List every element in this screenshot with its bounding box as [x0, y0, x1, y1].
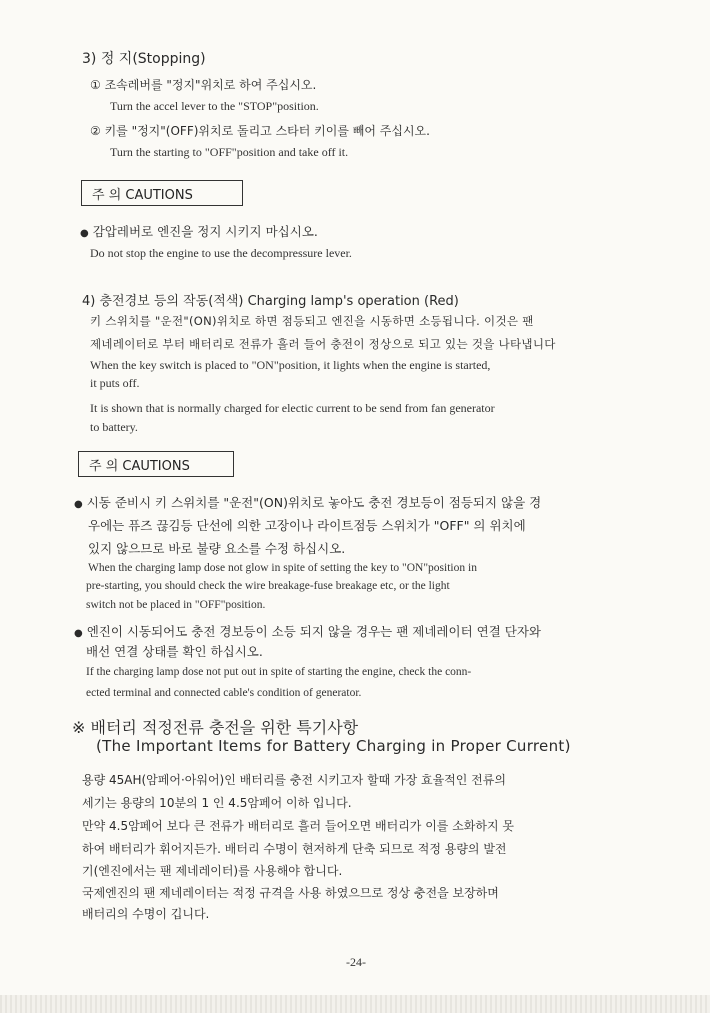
caution2-b1-en1: When the charging lamp dose not glow in spite of setting the key to "ON"position in: [88, 562, 477, 574]
battery-p7: 배터리의 수명이 깁니다.: [82, 907, 210, 921]
charging-en-line4: to battery.: [90, 420, 138, 434]
caution2-b1-en2: pre-starting, you should check the wire breakage-fuse breakage etc, or the light: [86, 580, 450, 592]
caution-box-1: [81, 180, 243, 206]
caution1-bullet-ko: [80, 222, 318, 240]
caution2-b1-en3: switch not be placed in "OFF"position.: [86, 599, 266, 611]
caution-label-2: 주 의 CAUTIONS: [89, 459, 190, 474]
bullet-dot: ●: [74, 628, 83, 639]
bullet-dot: ●: [80, 228, 89, 239]
caution2-b1-line1: 시동 준비시 키 스위치를 "운전"(ON)위치로 놓아도 충전 경보등이 점등되지 않을 경: [86, 495, 542, 510]
battery-p1: 용량 45AH(암페어·아워어)인 배터리를 충전 시키고자 할때 가장 효율적인 전류의: [82, 773, 506, 787]
charging-ko-line2: 제네레이터로 부터 배터리로 전류가 흘러 들어 충전이 정상으로 되고 있는 것을 나타냅니다: [90, 337, 556, 351]
charging-ko-line1: 키 스위치를 "운전"(ON)위치로 하면 점등되고 엔진을 시동하면 소등됩니다. 이것은 팬: [90, 314, 534, 328]
bullet-dot: ●: [74, 499, 83, 510]
caution2-b1-line2: 우에는 퓨즈 끊김등 단선에 의한 고장이나 라이트점등 스위치가 "OFF" 의 위치에: [88, 518, 526, 533]
battery-p5: 기(엔진에서는 팬 제네레이터)를 사용해야 합니다.: [82, 864, 343, 878]
caution1-text-ko: 감압레버로 엔진을 정지 시키지 마십시오.: [92, 224, 318, 239]
stopping-item2-ko: ② 키를 "정지"(OFF)위치로 돌리고 스타터 키이를 빼어 주십시오.: [90, 124, 430, 138]
caution2-b2-line1: 엔진이 시동되어도 충전 경보등이 소등 되지 않을 경우는 팬 제네레이터 연결 단자와: [86, 624, 541, 639]
page-number: -24-: [346, 955, 366, 969]
caution2-bullet2-ko1: [74, 622, 541, 640]
battery-p3: 만약 4.5암페어 보다 큰 전류가 배터리로 흘러 들어오면 배터리가 이를 소화하지 못: [82, 819, 514, 833]
battery-p6: 국제엔진의 팬 제네레이터는 적정 규격을 사용 하였으므로 정상 충전을 보장하며: [82, 886, 499, 900]
charging-en-line1: When the key switch is placed to "ON"position, it lights when the engine is started,: [90, 358, 491, 372]
section-stopping-heading: 3) 정 지(Stopping): [82, 51, 206, 67]
battery-p4: 하여 배터리가 휘어지든가. 배터리 수명이 현저하게 단축 되므로 적정 용량의 발전: [82, 842, 507, 856]
caution2-b2-line2: 배선 연결 상태를 확인 하십시오.: [86, 644, 263, 659]
battery-title-en: (The Important Items for Battery Charging in Proper Current): [96, 737, 571, 755]
charging-en-line2: it puts off.: [90, 376, 140, 390]
caution2-b2-en1: If the charging lamp dose not put out in spite of starting the engine, check the conn-: [86, 666, 472, 678]
stopping-item2-en: Turn the starting to "OFF"position and take off it.: [110, 145, 349, 159]
charging-en-line3: It is shown that is normally charged for electic current to be send from fan generator: [90, 401, 495, 415]
section-charging-heading: 4) 충전경보 등의 작동(적색) Charging lamp's operation (Red): [82, 294, 459, 309]
battery-title-ko: ※ 배터리 적정전류 충전을 위한 특기사항: [72, 718, 359, 737]
binding-edge: [0, 995, 710, 1013]
caution-label-1: 주 의 CAUTIONS: [92, 188, 193, 203]
caution1-text-en: Do not stop the engine to use the decompressure lever.: [90, 246, 352, 260]
caution2-b1-line3: 있지 않으므로 바로 불량 요소를 수정 하십시오.: [88, 541, 346, 556]
caution2-bullet1-ko1: [74, 493, 541, 511]
stopping-item1-ko: ① 조속레버를 "정지"위치로 하여 주십시오.: [90, 78, 317, 92]
battery-p2: 세기는 용량의 10분의 1 인 4.5암페어 이하 입니다.: [82, 796, 352, 810]
caution-box-2: [78, 451, 234, 477]
stopping-item1-en: Turn the accel lever to the "STOP"position.: [110, 99, 319, 113]
caution2-b2-en2: ected terminal and connected cable's condition of generator.: [86, 687, 362, 699]
